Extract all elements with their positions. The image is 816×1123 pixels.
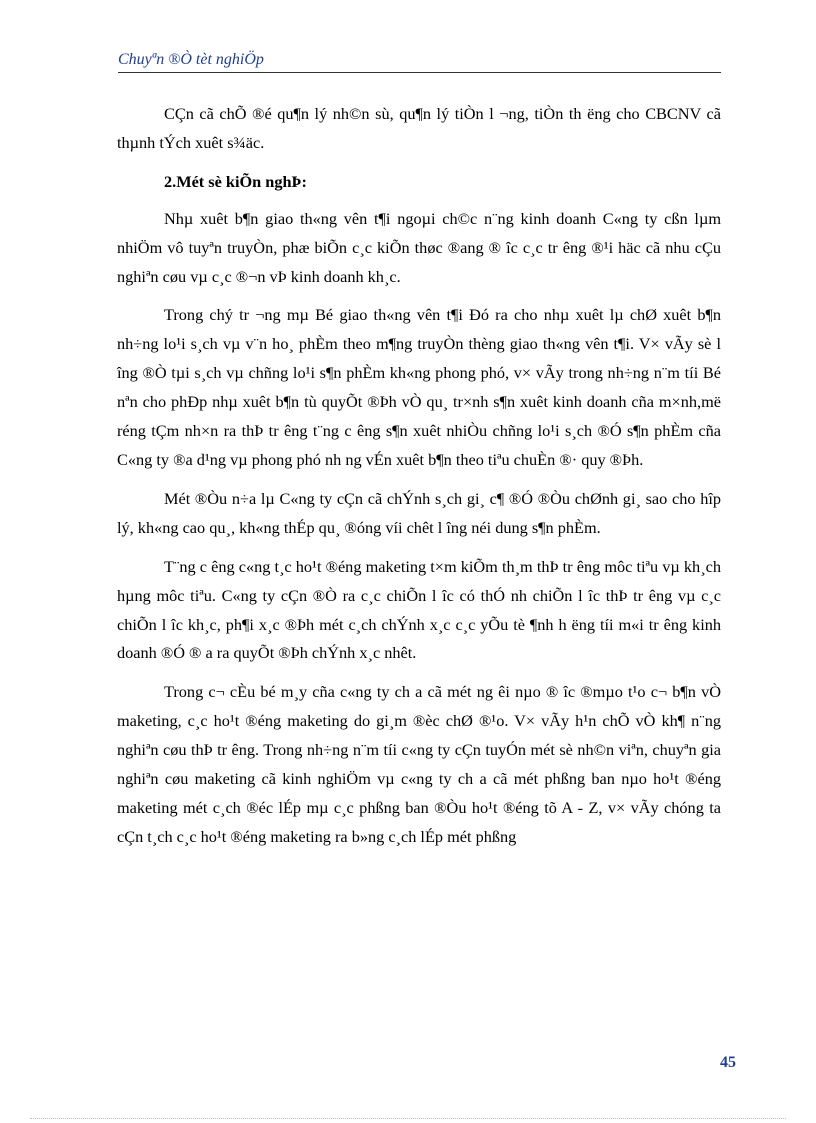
header-title: Chuyªn ®Ò tèt nghiÖp [118,51,264,68]
paragraph: Trong chý tr ¬ng mµ Bé giao th«ng vên t¶i Ðó ra cho nhµ xuêt lµ chØ xuêt b¶n nh÷ng lo¹i s¸ch vµ v¨n ho¸ phÈm theo m¶ng truyÒn thèng giao th«ng vên t¶i. V× vÃy sè l îng ®Ò tµi s¸ch vµ chñng lo¹i s¶n phÈm kh«ng phong phó, v× vÃy trong nh÷ng n¨m tíi Bé nªn cho phÐp nhµ xuêt b¶n tù quyÕt ®Þh vÒ qu¸ tr×nh s¶n xuêt kinh doanh cña m×nh,më réng tÇm nh×n ra thÞ tr êng t¨ng c êng s¶n xuêt nhiÒu chñng lo¹i s¸ch ®Ó s¶n phÈm cña C«ng ty ®a d¹ng vµ phong phó nh ng vÉn xuêt b¶n theo tiªu chuÈn ®· quy ®Þh. [117,305,721,469]
section-heading: 2.Mét sè kiÕn nghÞ: [164,171,307,191]
page-number: 45 [720,1054,736,1071]
paragraph: T¨ng c êng c«ng t¸c ho¹t ®éng maketing t×m kiÕm th¸m thÞ tr êng môc tiªu vµ kh¸ch hµng môc tiªu. C«ng ty cÇn ®Ò ra c¸c chiÕn l îc có thÓ nh chiÕn l îc thÞ tr êng vµ c¸c chiÕn l îc kh¸c, ph¶i x¸c ®Þh mét c¸ch chÝnh x¸c c¸c yÕu tè ¶nh h ëng tíi m«i tr êng kinh doanh ®Ó ® a ra quyÕt ®Þh chÝnh x¸c nhêt. [117,556,721,663]
footer-divider [30,1118,786,1119]
page-header [118,50,721,73]
paragraph: Nhµ xuêt b¶n giao th«ng vên t¶i ngoµi ch©c n¨ng kinh doanh C«ng ty cßn lµm nhiÖm vô tuyªn truyÒn, phæ biÕn c¸c kiÕn thøc ®ang ® îc c¸c tr êng ®¹i häc cã nhu cÇu nghiªn cøu vµ c¸c ®¬n vÞ kinh doanh kh¸c. [117,208,721,286]
paragraph: Mét ®Òu n÷a lµ C«ng ty cÇn cã chÝnh s¸ch gi¸ c¶ ®Ó ®Òu chØnh gi¸ sao cho hîp lý, kh«ng cao qu¸, kh«ng thÉp qu¸ ®óng víi chêt l îng néi dung s¶n phÈm. [117,488,721,537]
document-body [117,100,721,862]
paragraph: CÇn cã chÕ ®é qu¶n lý nh©n sù, qu¶n lý tiÒn l ¬ng, tiÒn th ëng cho CBCNV cã thµnh tÝch xuêt s¾äc. [117,104,721,152]
paragraph: Trong c¬ cÈu bé m¸y cña c«ng ty ch a cã mét ng êi nµo ® îc ®mµo t¹o c¬ b¶n vÒ maketing, c¸c ho¹t ®éng maketing do gi¸m ®èc chØ ®¹o. V× vÃy h¹n chÕ vÒ kh¶ n¨ng nghiªn cøu thÞ tr êng. Trong nh÷ng n¨m tíi c«ng ty cÇn tuyÓn mét sè nh©n viªn, chuyªn gia nghiªn cøu maketing cã kinh nghiÖm vµ c«ng ty ch a cã mét phßng ban nµo ho¹t ®éng maketing mét c¸ch ®éc lÉp mµ c¸c phßng ban ®Òu ho¹t ®éng tõ A - Z, v× vÃy chóng ta cÇn t¸ch c¸c ho¹t ®éng maketing ra b»ng c¸ch lÉp mét phßng [117,682,721,846]
